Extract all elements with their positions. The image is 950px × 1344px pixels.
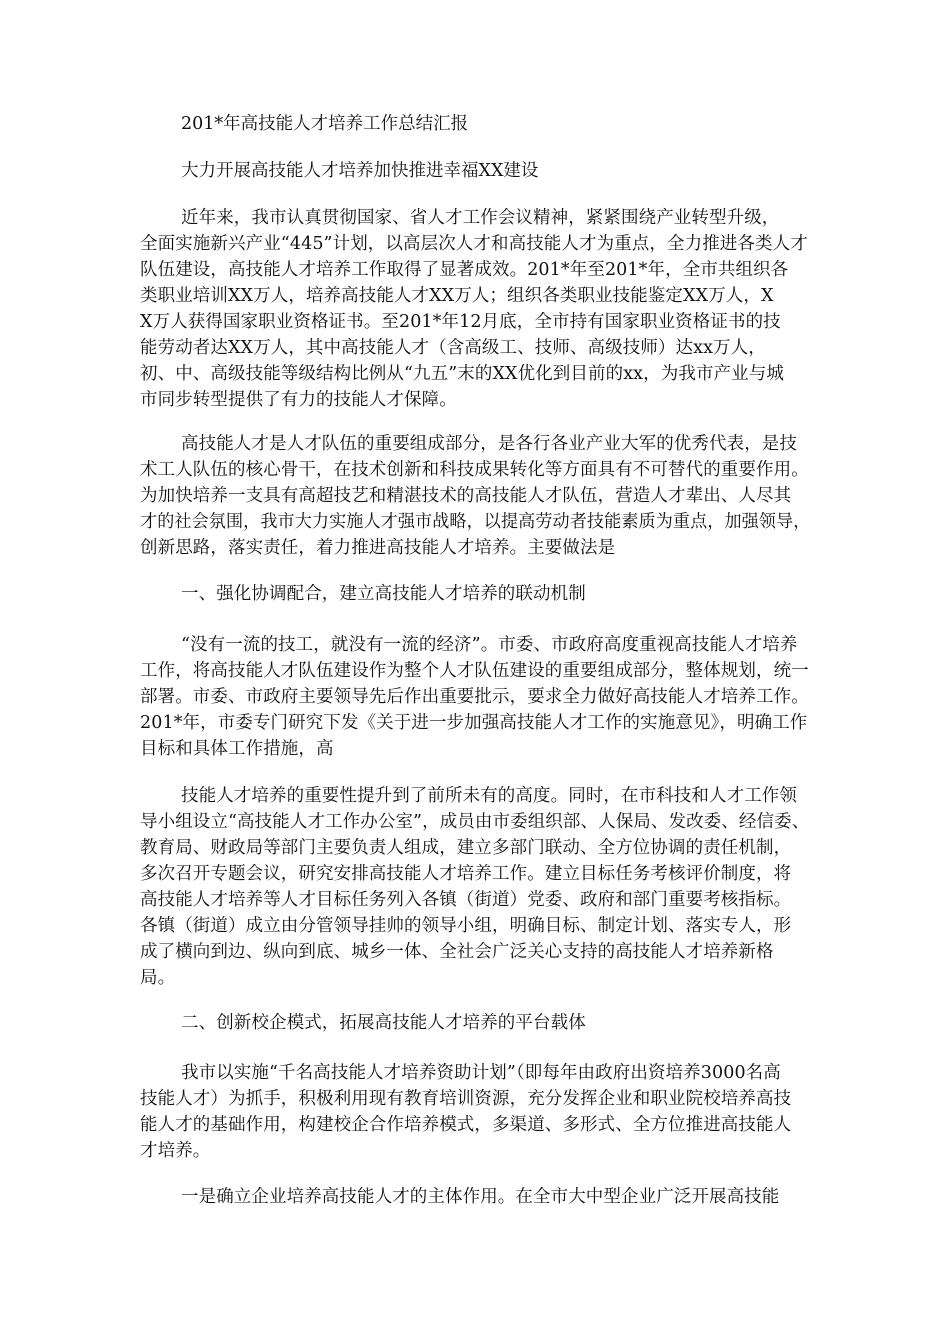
text-line: 高技能人才培养等人才目标任务列入各镇（街道）党委、政府和部门重要考核指标。	[140, 890, 792, 910]
text-line: 局。	[140, 968, 176, 988]
text-line: 能人才的基础作用，构建校企合作培养模式，多渠道、多形式、全方位推进高技能人	[140, 1115, 792, 1135]
text-line: 二、创新校企模式，拓展高技能人才培养的平台载体	[181, 1013, 586, 1033]
text-line: 近年来，我市认真贯彻国家、省人才工作会议精神，紧紧围绕产业转型升级，	[181, 208, 780, 228]
text-line: X万人获得国家职业资格证书。至201*年12月底，全市持有国家职业资格证书的技	[140, 312, 781, 332]
text-line: 一、强化协调配合，建立高技能人才培养的联动机制	[181, 584, 586, 604]
text-line: 能劳动者达XX万人，其中高技能人才（含高级工、技师、高级技师）达xx万人，	[140, 338, 766, 358]
document-title: 201*年高技能人才培养工作总结汇报	[181, 114, 469, 134]
text-line: 目标和具体工作措施，高	[140, 739, 334, 759]
text-line: 一是确立企业培养高技能人才的主体作用。在全市大中型企业广泛开展高技能	[181, 1187, 780, 1207]
text-line: 技能人才培养的重要性提升到了前所未有的高度。同时，在市科技和人才工作领	[181, 786, 797, 806]
text-line: 队伍建设，高技能人才培养工作取得了显著成效。201*年至201*年，全市共组织各	[140, 260, 789, 280]
text-line: 创新思路，落实责任，着力推进高技能人才培养。主要做法是	[140, 538, 616, 558]
text-line: 术工人队伍的核心骨干，在技术创新和科技成果转化等方面具有不可替代的重要作用。	[140, 460, 809, 480]
text-line: 部署。市委、市政府主要领导先后作出重要批示，要求全力做好高技能人才培养工作。	[140, 687, 809, 707]
text-line: 才的社会氛围，我市大力实施人才强市战略，以提高劳动者技能素质为重点，加强领导，	[140, 512, 811, 532]
text-line: 市同步转型提供了有力的技能人才保障。	[140, 390, 457, 410]
text-line: 201*年，市委专门研究下发《关于进一步加强高技能人才工作的实施意见》，明确工作	[140, 713, 808, 733]
document-subtitle: 大力开展高技能人才培养加快推进幸福XX建设	[181, 161, 539, 181]
text-line: 初、中、高级技能等级结构比例从“九五”末的XX优化到目前的xx，为我市产业与城	[140, 364, 784, 384]
text-line: 类职业培训XX万人，培养高技能人才XX万人；组织各类职业技能鉴定XX万人，X	[140, 286, 774, 306]
text-line: 成了横向到边、纵向到底、城乡一体、全社会广泛关心支持的高技能人才培养新格	[140, 942, 774, 962]
text-line: 各镇（街道）成立由分管领导挂帅的领导小组，明确目标、制定计划、落实专人，形	[140, 916, 792, 936]
text-line: 我市以实施“千名高技能人才培养资助计划”（即每年由政府出资培养3000名高	[181, 1063, 781, 1083]
text-line: “没有一流的技工，就没有一流的经济”。市委、市政府高度重视高技能人才培养	[181, 635, 798, 655]
text-line: 导小组设立“高技能人才工作办公室”，成员由市委组织部、人保局、发改委、经信委、	[140, 812, 810, 832]
text-line: 教育局、财政局等部门主要负责人组成，建立多部门联动、全方位协调的责任机制，	[140, 838, 792, 858]
text-line: 工作，将高技能人才队伍建设作为整个人才队伍建设的重要组成部分，整体规划，统一	[140, 661, 809, 681]
text-line: 多次召开专题会议，研究安排高技能人才培养工作。建立目标任务考核评价制度，将	[140, 864, 792, 884]
text-line: 高技能人才是人才队伍的重要组成部分，是各行各业产业大军的优秀代表，是技	[181, 434, 797, 454]
text-line: 全面实施新兴产业“445”计划，以高层次人才和高技能人才为重点，全力推进各类人才	[140, 234, 808, 254]
text-line: 技能人才）为抓手，积极利用现有教育培训资源，充分发挥企业和职业院校培养高技	[140, 1089, 792, 1109]
text-line: 才培养。	[140, 1141, 211, 1161]
text-line: 为加快培养一支具有高超技艺和精湛技术的高技能人才队伍，营造人才辈出、人尽其	[140, 486, 792, 506]
